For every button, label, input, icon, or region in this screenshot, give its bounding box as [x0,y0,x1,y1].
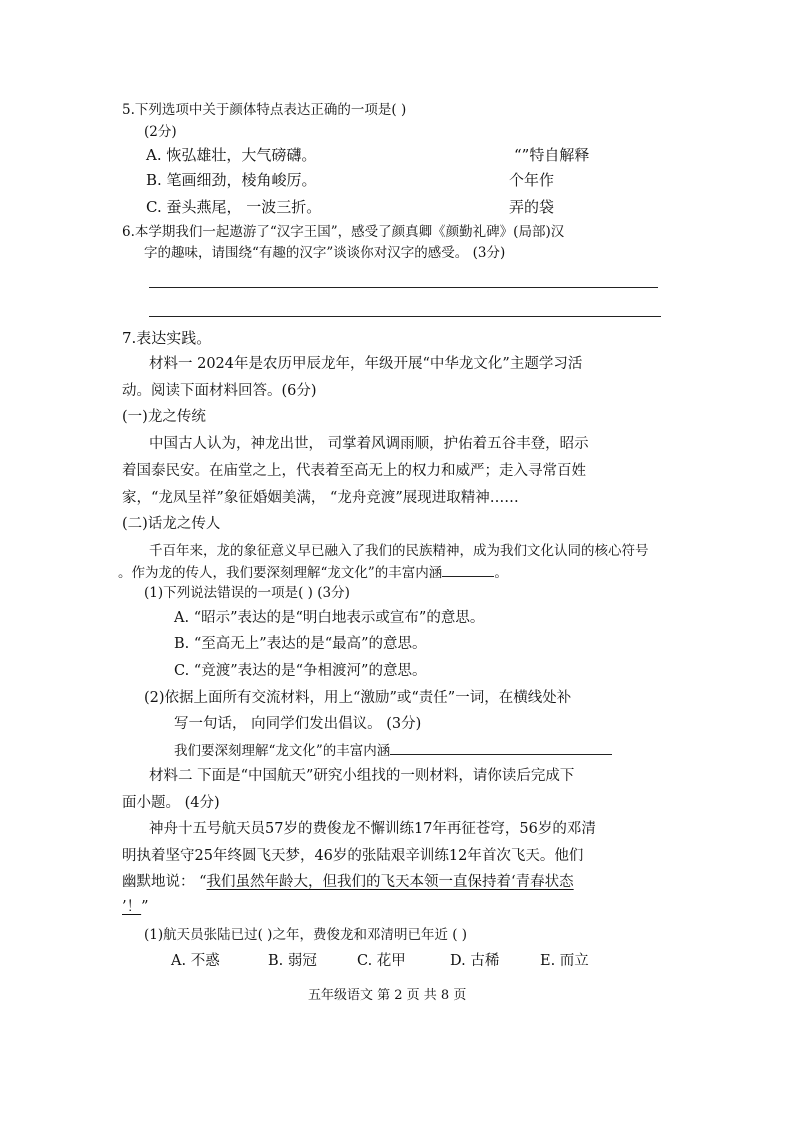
material1-line-2: 动。阅读下面材料回答。(6分) [122,383,317,399]
para3-line-3 [122,872,574,892]
para2-line-2-end: 。 [494,565,508,581]
q5-stem: 5.下列选项中关于颜体特点表达正确的一项是( ) [122,102,407,118]
quote-close: ” [141,899,149,915]
q5-option-a: A. 恢弘雄壮，大气磅礴。 [146,146,317,164]
para1-line-3: 家，“龙凤呈祥”象征婚姻美满， “龙舟竞渡”展现进取精神…… [122,490,519,506]
page-footer: 五年级语文 第 2 页 共 8 页 [308,988,467,1003]
para3-line-1: 神舟十五号航天员57岁的费俊龙不懈训练17年再征苍穹，56岁的邓清 [149,821,596,837]
answer-line-2 [149,316,661,317]
para2-line-1: 千百年来，龙的象征意义早已融入了我们的民族精神，成为我们文化认同的核心符号 [149,543,649,559]
material1-line-1: 材料一 2024年是农历甲辰龙年，年级开展“中华龙文化”主题学习活 [149,356,583,372]
q6-line-2: 字的趣味，请围绕“有趣的汉字”谈谈你对汉字的感受。 (3分) [144,245,506,261]
sub-question-2-line-2: 写一句话， 向同学们发出倡议。 (3分) [174,716,422,732]
sub1-option-c: C. “竞渡”表达的是“争相渡河”的意思。 [174,663,427,679]
side-fragment-3: 弄的袋 [509,198,555,216]
sub3-option-b: B. 弱冠 [268,953,317,969]
para2-line-2-text: 。作为龙的传人，我们要深刻理解“龙文化”的丰富内涵 [118,565,443,581]
para1-line-1: 中国古人认为，神龙出世， 司掌着风调雨顺，护佑着五谷丰登，昭示 [149,436,589,452]
para2-line-2 [118,562,508,583]
answer-row [174,740,612,761]
answer-line-1 [149,287,658,288]
quote-underlined: 我们虽然年龄大，但我们的飞天本领一直保持着‘青春状态 [206,874,574,890]
q7-title: 7.表达实践。 [122,329,212,347]
q5-score: (2分) [144,124,177,140]
q5-option-b: B. 笔画细劲，棱角峻厉。 [146,171,317,189]
q6-line-1: 6.本学期我们一起遨游了“汉字王国”，感受了颜真卿《颜勤礼碑》(局部)汉 [122,224,565,240]
material2-line-1: 材料二 下面是“中国航天”研究小组找的一则材料，请你读后完成下 [149,768,575,784]
material2-line-2: 面小题。 (4分) [122,795,220,811]
side-fragment-1: “”特自解释 [514,146,590,164]
para3-line-3-lead: 幽默地说： “ [122,874,207,890]
sub-question-1: (1)下列说法错误的一项是( ) (3分) [144,585,350,601]
sub1-option-a: A. “昭示”表达的是“明白地表示或宣布”的意思。 [174,610,485,626]
para3-line-2: 明执着坚守25年终圆飞天梦，46岁的张陆艰辛训练12年首次飞天。他们 [122,848,584,864]
sub1-option-b: B. “至高无上”表达的是“最高”的意思。 [174,636,427,652]
q5-option-c: C. 蚕头燕尾， 一波三折。 [146,198,322,216]
fill-blank[interactable] [442,562,494,577]
answer-prefix: 我们要深刻理解“龙文化”的丰富内涵 [174,743,391,759]
sub-question-2-line-1: (2)依据上面所有交流材料，用上“激励”或“责任”一词，在横线处补 [144,690,572,706]
quote-underlined-end: ’！ [122,899,142,915]
answer-blank[interactable] [390,740,612,755]
para3-line-4 [122,897,149,917]
para1-line-2: 着国泰民安。在庙堂之上，代表着至高无上的权力和威严；走入寻常百姓 [122,463,586,479]
sub3-option-a: A. 不惑 [171,953,220,969]
side-fragment-2: 个年作 [509,171,555,189]
sub-question-3: (1)航天员张陆已过( )之年，费俊龙和邓清明已年近 ( ) [144,927,468,943]
sub3-option-d: D. 古稀 [450,953,500,969]
section-1-heading: (一)龙之传统 [122,409,206,425]
sub3-option-e: E. 而立 [540,953,589,969]
section-2-heading: (二)话龙之传人 [122,516,221,532]
sub3-option-c: C. 花甲 [357,953,406,969]
